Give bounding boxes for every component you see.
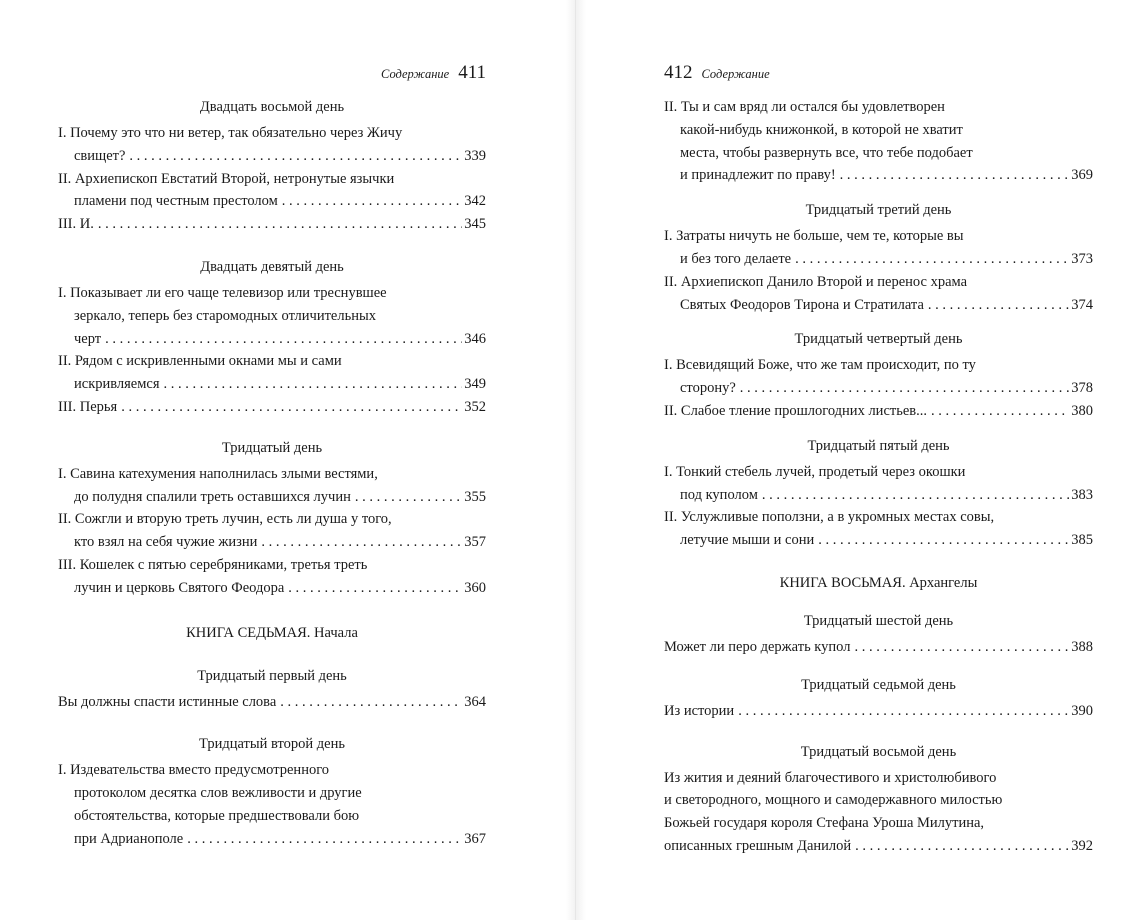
entry-page-number: 383	[1071, 486, 1093, 503]
toc-entry	[58, 554, 486, 600]
toc-entry	[664, 400, 1093, 423]
dot-leader	[105, 328, 462, 351]
entry-last-line	[58, 828, 486, 851]
toc-entry	[664, 636, 1093, 659]
toc-entry	[664, 506, 1093, 552]
entry-text: и светородного, мощного и самодержавного милостью	[664, 792, 1003, 809]
entry-text: I. Савина катехумения наполнилась злыми вестями,	[58, 465, 378, 482]
dot-leader	[261, 531, 462, 554]
toc-entry	[664, 96, 1093, 187]
toc-entry	[664, 461, 1093, 507]
entry-text: при Адрианополе	[74, 830, 184, 847]
day-heading: Тридцатый седьмой день	[801, 676, 956, 693]
toc-entry	[58, 759, 486, 850]
entry-text: I. Почему это что ни ветер, так обязательно через Жичу	[58, 125, 403, 141]
running-title: Содержание	[701, 67, 770, 81]
dot-leader	[818, 529, 1069, 552]
day-heading: Тридцатый третий день	[805, 202, 952, 219]
toc-entry	[664, 271, 1093, 317]
entry-text: черт	[74, 330, 102, 347]
entry-text: I. Показывает ли его чаще телевизор или треснувшее	[58, 284, 387, 301]
entry-last-line	[58, 213, 486, 236]
entry-text: какой-нибудь книжонкой, в которой не хватит	[680, 121, 963, 138]
dot-leader	[355, 486, 462, 509]
toc-entry	[664, 354, 1093, 400]
entry-text: III. И.	[58, 216, 94, 233]
entry-text: протоколом десятка слов вежливости и другие	[74, 785, 362, 802]
entry-page-number: 346	[464, 330, 486, 347]
entry-text: II. Архиепископ Данило Второй и перенос храма	[664, 273, 968, 290]
entry-page-number: 380	[1071, 402, 1093, 419]
day-heading: Тридцатый шестой день	[803, 612, 954, 629]
entry-page-number: 364	[464, 693, 486, 710]
day-heading: Тридцатый первый день	[197, 667, 347, 684]
entry-page-number: 342	[464, 193, 486, 210]
day-heading: Тридцатый восьмой день	[800, 743, 957, 760]
entry-text: II. Архиепископ Евстатий Второй, нетронутые язычки	[58, 170, 395, 187]
entry-text: пламени под честным престолом	[74, 193, 278, 210]
entry-text: свищет?	[74, 147, 126, 164]
entry-last-line	[664, 164, 1093, 187]
day-heading: Двадцать девятый день	[200, 258, 344, 275]
entry-page-number: 355	[464, 488, 486, 505]
entry-last-line	[58, 486, 486, 509]
entry-text: искривляемся	[74, 376, 160, 393]
day-heading: Тридцатый четвертый день	[794, 331, 963, 348]
toc-entry	[664, 225, 1093, 271]
entry-text: I. Тонкий стебель лучей, продетый через окошки	[664, 463, 966, 480]
entry-last-line	[58, 145, 486, 168]
entry-page-number: 367	[464, 830, 486, 847]
running-title: Содержание	[381, 67, 450, 81]
entry-text: и принадлежит по праву!	[680, 167, 836, 184]
dot-leader	[795, 248, 1069, 271]
day-heading: Тридцатый день	[221, 439, 323, 456]
entry-page-number: 360	[464, 579, 486, 596]
entry-last-line	[664, 484, 1093, 507]
toc-entry	[58, 282, 486, 350]
entry-page-number: 369	[1071, 167, 1093, 184]
left-page-header	[58, 62, 486, 88]
entry-last-line	[664, 835, 1093, 858]
entry-text: II. Ты и сам вряд ли остался бы удовлетворен	[664, 99, 945, 115]
right-page-header	[664, 62, 1093, 88]
right-page	[664, 0, 1093, 920]
day-heading: Тридцатый второй день	[199, 736, 345, 753]
entry-last-line	[664, 700, 1093, 723]
entry-text: II. Рядом с искривленными окнами мы и сами	[58, 353, 342, 370]
dot-leader	[129, 145, 462, 168]
entry-text: и без того делаете	[680, 250, 792, 267]
entry-text: зеркало, теперь без старомодных отличительных	[74, 307, 376, 324]
day-heading: Тридцатый пятый день	[807, 437, 950, 454]
dot-leader	[187, 828, 462, 851]
book-heading: КНИГА СЕДЬМАЯ. Начала	[186, 624, 358, 641]
entry-last-line	[664, 400, 1093, 423]
dot-leader	[98, 213, 462, 236]
book-spine-shadow	[566, 0, 586, 920]
entry-text: I. Затраты ничуть не больше, чем те, которые вы	[664, 228, 964, 245]
entry-text: лучин и церковь Святого Феодора	[74, 579, 285, 596]
dot-leader	[164, 373, 463, 396]
entry-last-line	[664, 294, 1093, 317]
toc-entry	[58, 508, 486, 554]
dot-leader	[288, 577, 462, 600]
entry-text: II. Услужливые поползни, а в укромных местах совы,	[664, 509, 995, 526]
dot-leader	[762, 484, 1069, 507]
dot-leader	[840, 164, 1070, 187]
dot-leader	[280, 691, 462, 714]
entry-page-number: 374	[1071, 296, 1093, 313]
dot-leader	[738, 700, 1069, 723]
entry-text: Может ли перо держать купол	[664, 638, 851, 655]
page-fold-line	[575, 0, 576, 920]
entry-page-number: 390	[1071, 702, 1093, 719]
toc-entry	[58, 350, 486, 396]
left-page	[58, 0, 486, 920]
entry-last-line	[664, 529, 1093, 552]
entry-text: I. Всевидящий Боже, что же там происходит, по ту	[664, 357, 976, 374]
entry-last-line	[664, 248, 1093, 271]
entry-text: II. Сожгли и вторую треть лучин, есть ли душа у того,	[58, 511, 392, 528]
entry-text: Святых Феодоров Тирона и Стратилата	[680, 296, 924, 313]
table-of-contents-right	[664, 96, 1093, 858]
entry-page-number: 349	[464, 376, 486, 393]
entry-last-line	[58, 691, 486, 714]
entry-text: I. Издевательства вместо предусмотренного	[58, 762, 330, 779]
table-of-contents-left	[58, 96, 486, 851]
entry-last-line	[664, 636, 1093, 659]
entry-text: сторону?	[680, 380, 736, 397]
toc-entry	[58, 168, 486, 214]
toc-entry	[58, 213, 486, 236]
entry-last-line	[58, 373, 486, 396]
dot-leader	[282, 190, 462, 213]
entry-text: под куполом	[680, 486, 758, 503]
entry-text: летучие мыши и сони	[680, 532, 815, 549]
entry-page-number: 388	[1071, 638, 1093, 655]
entry-text: обстоятельства, которые предшествовали бою	[74, 807, 360, 824]
dot-leader	[855, 835, 1069, 858]
entry-page-number: 378	[1071, 380, 1093, 397]
entry-text: кто взял на себя чужие жизни	[74, 534, 258, 551]
entry-page-number: 345	[464, 216, 486, 233]
toc-entry	[664, 767, 1093, 858]
entry-page-number: 392	[1071, 837, 1093, 854]
entry-last-line	[58, 328, 486, 351]
entry-text: III. Кошелек с пятью серебряниками, третья треть	[58, 556, 368, 573]
entry-last-line	[58, 396, 486, 419]
entry-text: III. Перья	[58, 398, 118, 415]
page-number: 411	[458, 62, 486, 83]
entry-text: II. Слабое тление прошлогодних листьев...	[664, 402, 927, 419]
entry-page-number: 357	[464, 534, 486, 551]
book-heading: КНИГА ВОСЬМАЯ. Архангелы	[779, 574, 978, 591]
toc-entry	[58, 122, 486, 168]
entry-page-number: 385	[1071, 532, 1093, 549]
entry-text: до полудня спалили треть оставшихся лучин	[74, 488, 351, 505]
toc-entry	[58, 396, 486, 419]
entry-page-number: 373	[1071, 250, 1093, 267]
day-heading: Двадцать восьмой день	[199, 99, 345, 115]
entry-text: Из истории	[664, 702, 735, 719]
entry-last-line	[58, 577, 486, 600]
entry-last-line	[58, 190, 486, 213]
entry-text: Из жития и деяний благочестивого и христолюбивого	[664, 769, 997, 786]
entry-text: Божьей государя короля Стефана Уроша Милутина,	[664, 815, 985, 832]
dot-leader	[121, 396, 462, 419]
page-number: 412	[664, 62, 693, 83]
dot-leader	[740, 377, 1069, 400]
entry-text: описанных грешным Данилой	[664, 837, 852, 854]
entry-page-number: 339	[464, 147, 486, 164]
dot-leader	[928, 294, 1069, 317]
entry-last-line	[664, 377, 1093, 400]
entry-text: Вы должны спасти истинные слова	[58, 693, 277, 710]
toc-entry	[664, 700, 1093, 723]
dot-leader	[931, 400, 1069, 423]
entry-page-number: 352	[464, 398, 486, 415]
toc-entry	[58, 463, 486, 509]
toc-entry	[58, 691, 486, 714]
dot-leader	[854, 636, 1069, 659]
entry-text: места, чтобы развернуть все, что тебе подобает	[680, 144, 973, 161]
entry-last-line	[58, 531, 486, 554]
